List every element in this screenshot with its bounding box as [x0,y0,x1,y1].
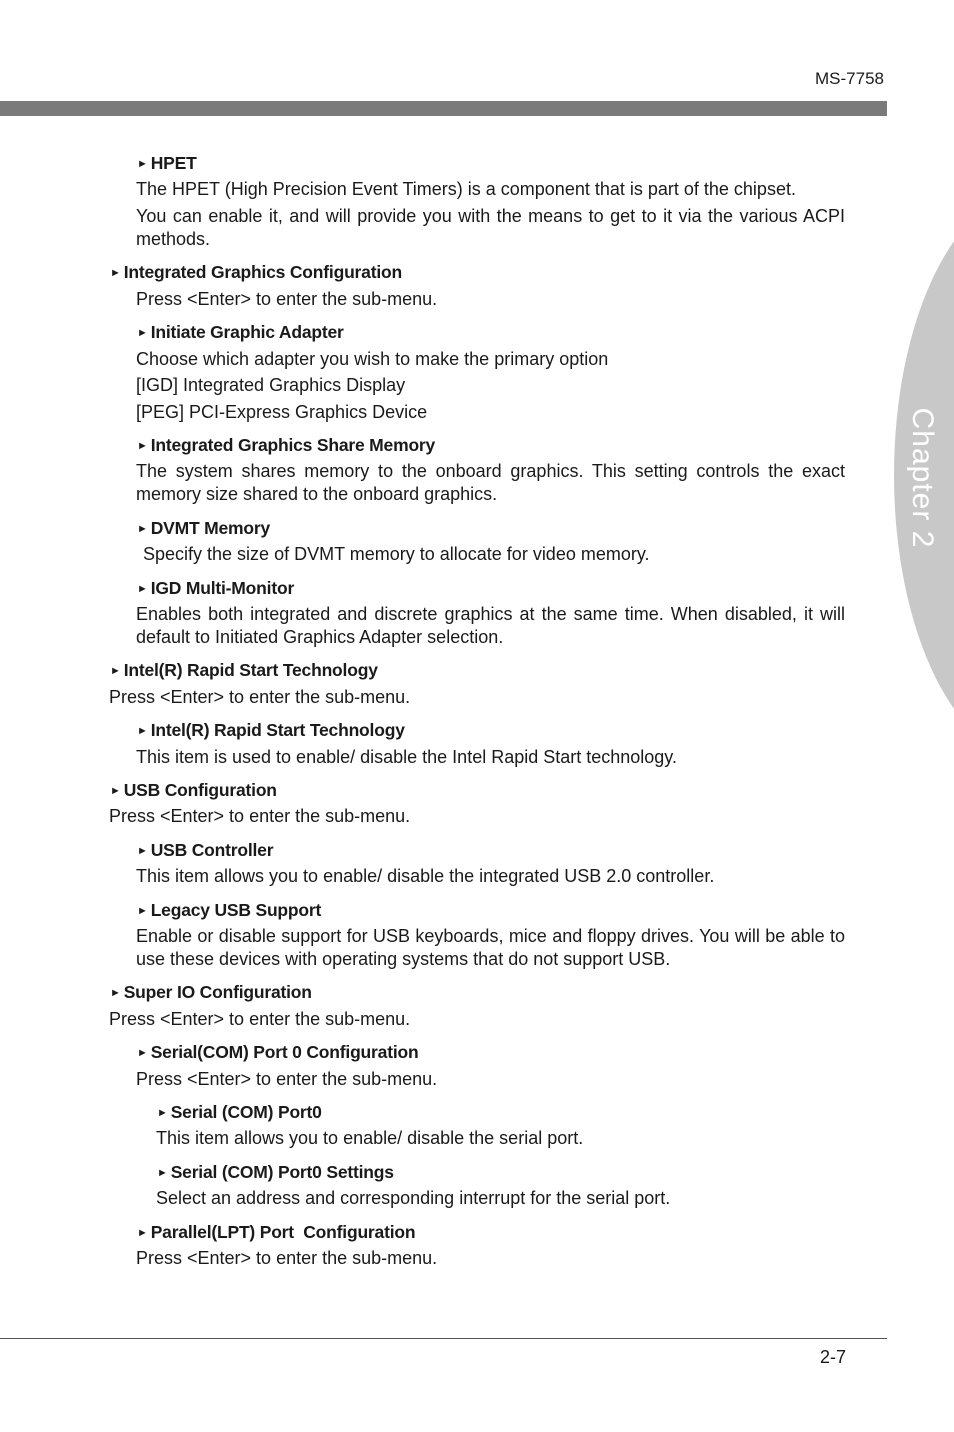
heading-legacy-usb-support [137,900,321,921]
paragraph: The HPET (High Precision Event Timers) is a component that is part of the chipset. [136,179,796,199]
bullet-triangle-icon: ► [157,1107,168,1119]
bullet-triangle-icon: ► [137,523,148,535]
paragraph: Specify the size of DVMT memory to allocate for video memory. [143,544,650,564]
heading-intel-rapid-start-item [137,720,405,741]
paragraph: Enable or disable support for USB keyboards, mice and floppy drives. You will be able to use these devices with operating systems that do not support USB. [136,926,845,969]
bullet-triangle-icon: ► [110,267,121,279]
bullet-triangle-icon: ► [137,327,148,339]
paragraph: The system shares memory to the onboard graphics. This setting controls the exact memory size shared to the onboard graphics. [136,461,845,504]
paragraph: Press <Enter> to enter the sub-menu. [136,1069,438,1089]
heading-text: DVMT Memory [150,518,271,538]
bullet-triangle-icon: ► [110,665,121,677]
paragraph: Choose which adapter you wish to make the primary option [136,349,609,369]
paragraph: [IGD] Integrated Graphics Display [136,375,406,395]
page-number: 2-7 [819,1347,846,1367]
heading-igd-multi-monitor [137,578,294,599]
footer-divider [0,1338,887,1339]
paragraph: Press <Enter> to enter the sub-menu. [109,687,411,707]
paragraph: Press <Enter> to enter the sub-menu. [109,806,411,826]
heading-initiate-graphic-adapter [137,322,344,343]
heading-dvmt-memory [137,518,270,539]
bullet-triangle-icon: ► [137,158,148,170]
paragraph: Enables both integrated and discrete graphics at the same time. When disabled, it will default to Initiated Graphics Adapter selection. [136,604,845,647]
bullet-triangle-icon: ► [157,1167,168,1179]
heading-text: IGD Multi-Monitor [150,578,295,598]
heading-text: USB Controller [150,840,274,860]
heading-text: Initiate Graphic Adapter [150,322,344,342]
heading-text: USB Configuration [123,780,277,800]
bullet-triangle-icon: ► [137,845,148,857]
bullet-triangle-icon: ► [137,1227,148,1239]
heading-serial-port0-settings [157,1162,394,1183]
bullet-triangle-icon: ► [137,1047,148,1059]
chapter-label: Chapter 2 [906,407,939,549]
paragraph: This item allows you to enable/ disable the integrated USB 2.0 controller. [136,866,715,886]
heading-integrated-graphics-configuration [110,262,402,283]
heading-text: HPET [150,153,197,173]
heading-text: Serial (COM) Port0 Settings [170,1162,394,1182]
heading-serial-port-configuration [137,1042,418,1063]
heading-text: Parallel(LPT) Port Configuration [150,1222,416,1242]
heading-usb-controller [137,840,273,861]
paragraph: [PEG] PCI-Express Graphics Device [136,402,428,422]
heading-hpet [137,153,197,174]
heading-intel-rapid-start [110,660,378,681]
heading-integrated-graphics-share-memory [137,435,435,456]
heading-text: Integrated Graphics Configuration [123,262,402,282]
paragraph: This item is used to enable/ disable the Intel Rapid Start technology. [136,747,677,767]
heading-text: Intel(R) Rapid Start Technology [123,660,378,680]
paragraph: Select an address and corresponding interrupt for the serial port. [156,1188,671,1208]
heading-text: Intel(R) Rapid Start Technology [150,720,405,740]
bullet-triangle-icon: ► [137,583,148,595]
heading-text: Serial(COM) Port 0 Configuration [150,1042,419,1062]
heading-text: Integrated Graphics Share Memory [150,435,436,455]
paragraph: Press <Enter> to enter the sub-menu. [136,289,438,309]
heading-parallel-port-configuration [137,1222,415,1243]
heading-usb-configuration [110,780,277,801]
bullet-triangle-icon: ► [137,725,148,737]
paragraph: You can enable it, and will provide you with the means to get to it via the various ACPI methods. [136,206,845,249]
bullet-triangle-icon: ► [110,785,121,797]
heading-text: Legacy USB Support [150,900,322,920]
model-number: MS-7758 [815,69,884,88]
heading-serial-port0 [157,1102,322,1123]
paragraph: Press <Enter> to enter the sub-menu. [136,1248,438,1268]
paragraph: This item allows you to enable/ disable the serial port. [156,1128,584,1148]
bullet-triangle-icon: ► [137,440,148,452]
bullet-triangle-icon: ► [110,987,121,999]
header-bar [0,101,887,116]
heading-text: Super IO Configuration [123,982,312,1002]
heading-text: Serial (COM) Port0 [170,1102,322,1122]
bullet-triangle-icon: ► [137,905,148,917]
heading-super-io-configuration [110,982,312,1003]
paragraph: Press <Enter> to enter the sub-menu. [109,1009,411,1029]
